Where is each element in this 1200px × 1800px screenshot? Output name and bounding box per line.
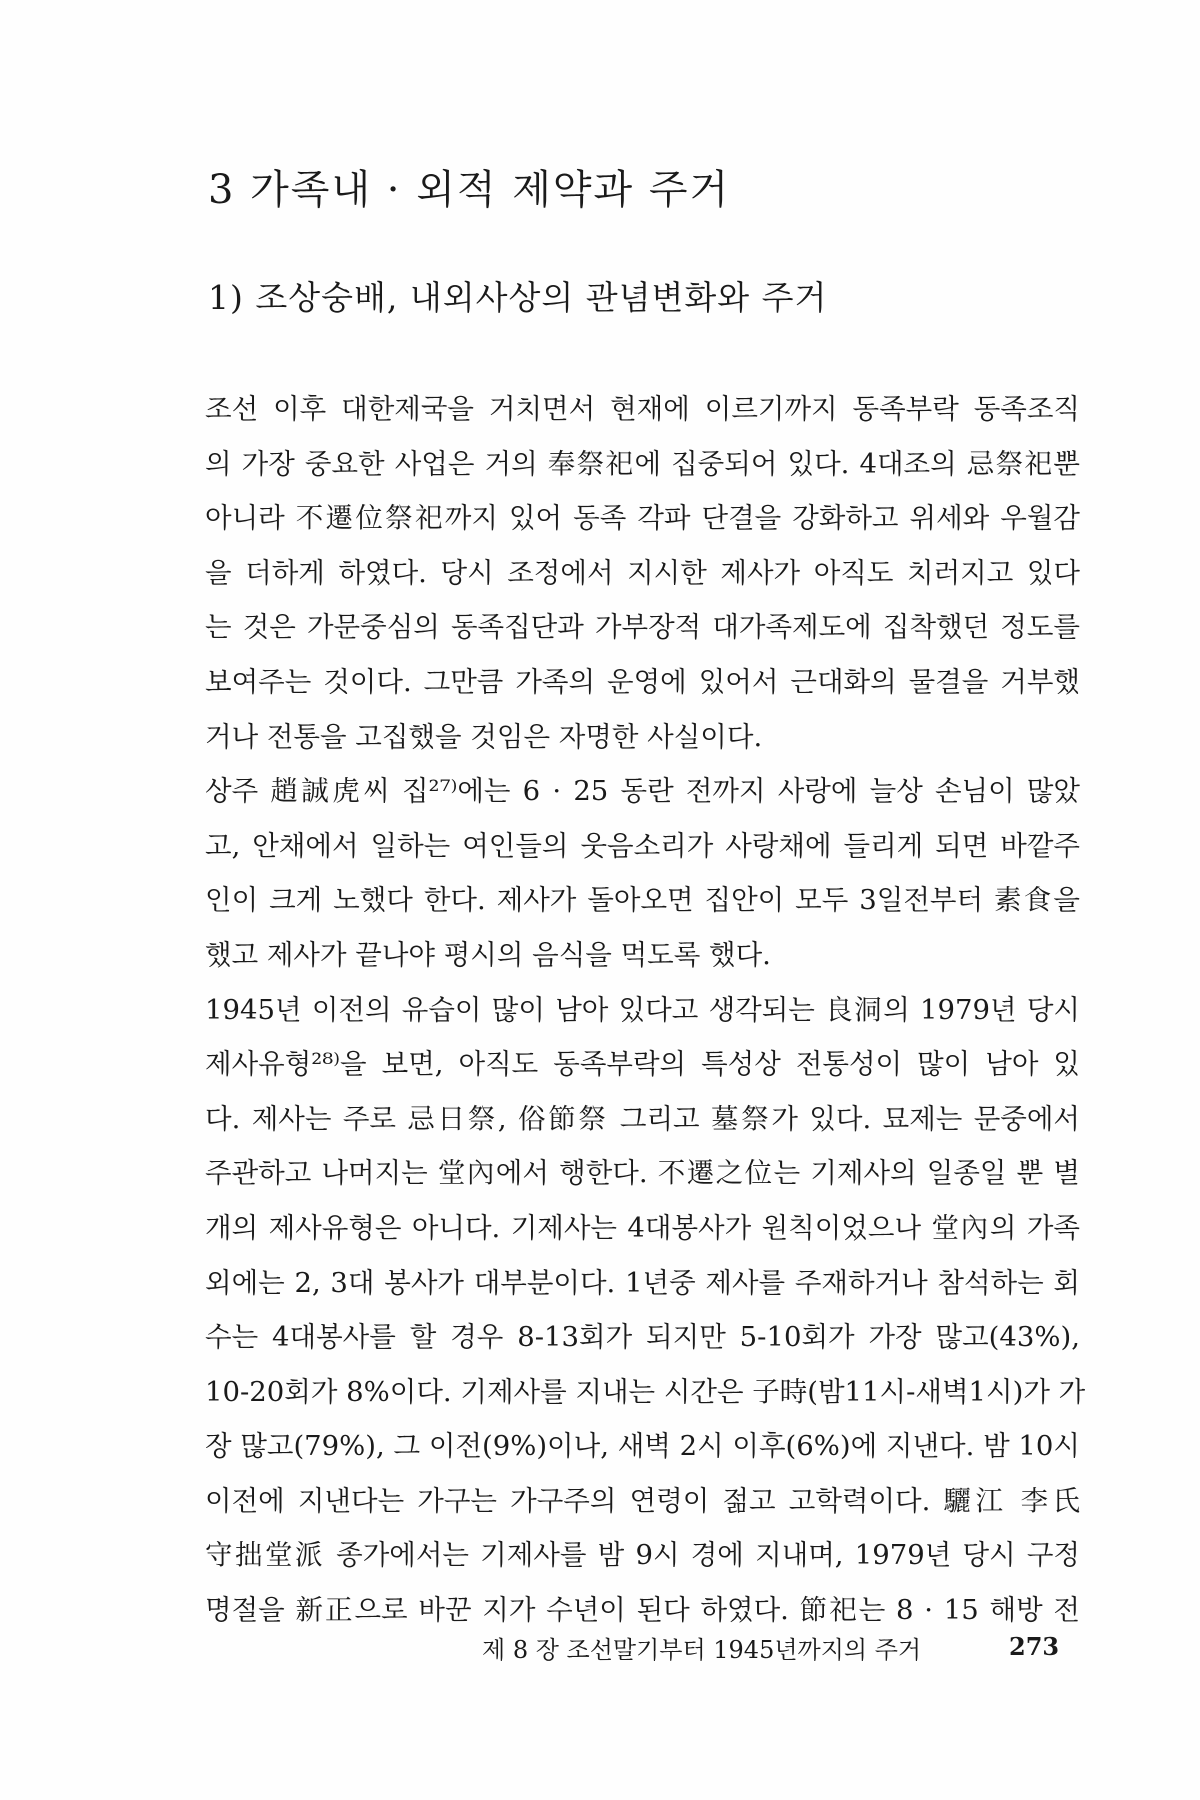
text-line: 거나 전통을 고집했을 것임은 자명한 사실이다. [205, 720, 763, 753]
text-line: 주관하고 나머지는 堂內에서 행한다. 不遷之位는 기제사의 일종일 뿐 별 [205, 1157, 1080, 1190]
text-line: 아니라 不遷位祭祀까지 있어 동족 각파 단결을 강화하고 위세와 우월감 [205, 502, 1080, 535]
body-text [205, 382, 1086, 1638]
text-line: 했고 제사가 끝나야 평시의 음식을 먹도록 했다. [205, 938, 771, 971]
text-line: 수는 4대봉사를 할 경우 8-13회가 되지만 5-10회가 가장 많고(43%), [205, 1321, 1080, 1354]
text-line: 다. 제사는 주로 忌日祭, 俗節祭 그리고 墓祭가 있다. 묘제는 문중에서 [205, 1102, 1080, 1135]
text-line: 제사유형²⁸⁾을 보면, 아직도 동족부락의 특성상 전통성이 많이 남아 있 [205, 1048, 1080, 1081]
subsection-title: 1) 조상숭배, 내외사상의 관념변화와 주거 [208, 278, 828, 317]
text-line: 는 것은 가문중심의 동족집단과 가부장적 대가족제도에 집착했던 정도를 [205, 611, 1080, 644]
text-line: 10-20회가 8%이다. 기제사를 지내는 시간은 子時(밤11시-새벽1시)가 가 [205, 1375, 1086, 1408]
text-line: 장 많고(79%), 그 이전(9%)이나, 새벽 2시 이후(6%)에 지낸다. 밤 10시 [205, 1430, 1080, 1463]
page-number: 273 [1009, 1632, 1060, 1661]
text-line: 을 더하게 하였다. 당시 조정에서 지시한 제사가 아직도 치러지고 있다 [205, 556, 1080, 589]
text-line: 고, 안채에서 일하는 여인들의 웃음소리가 사랑채에 들리게 되면 바깥주 [205, 829, 1080, 862]
text-line: 守拙堂派 종가에서는 기제사를 밤 9시 경에 지내며, 1979년 당시 구정 [205, 1539, 1080, 1572]
running-footer-chapter-title: 제 8 장 조선말기부터 1945년까지의 주거 [482, 1636, 922, 1664]
text-line: 상주 趙誠虎씨 집²⁷⁾에는 6 · 25 동란 전까지 사랑에 늘상 손님이 많았 [205, 775, 1080, 808]
text-line: 이전에 지낸다는 가구는 가구주의 연령이 젊고 고학력이다. 驪江 李氏 [205, 1484, 1080, 1517]
text-line: 1945년 이전의 유습이 많이 남아 있다고 생각되는 良洞의 1979년 당시 [205, 993, 1080, 1026]
text-line: 명절을 新正으로 바꾼 지가 수년이 된다 하였다. 節祀는 8 · 15 해방 전 [205, 1594, 1080, 1627]
text-line: 개의 제사유형은 아니다. 기제사는 4대봉사가 원칙이었으나 堂內의 가족 [205, 1211, 1080, 1244]
text-line: 외에는 2, 3대 봉사가 대부분이다. 1년중 제사를 주재하거나 참석하는 회 [205, 1266, 1080, 1299]
text-line: 보여주는 것이다. 그만큼 가족의 운영에 있어서 근대화의 물결을 거부했 [205, 665, 1080, 698]
text-line: 의 가장 중요한 사업은 거의 奉祭祀에 집중되어 있다. 4대조의 忌祭祀뿐 [205, 447, 1080, 480]
text-line: 조선 이후 대한제국을 거치면서 현재에 이르기까지 동족부락 동족조직 [205, 393, 1080, 425]
text-line: 인이 크게 노했다 한다. 제사가 돌아오면 집안이 모두 3일전부터 素食을 [205, 884, 1080, 917]
section-title: 3 가족내 · 외적 제약과 주거 [208, 167, 731, 213]
